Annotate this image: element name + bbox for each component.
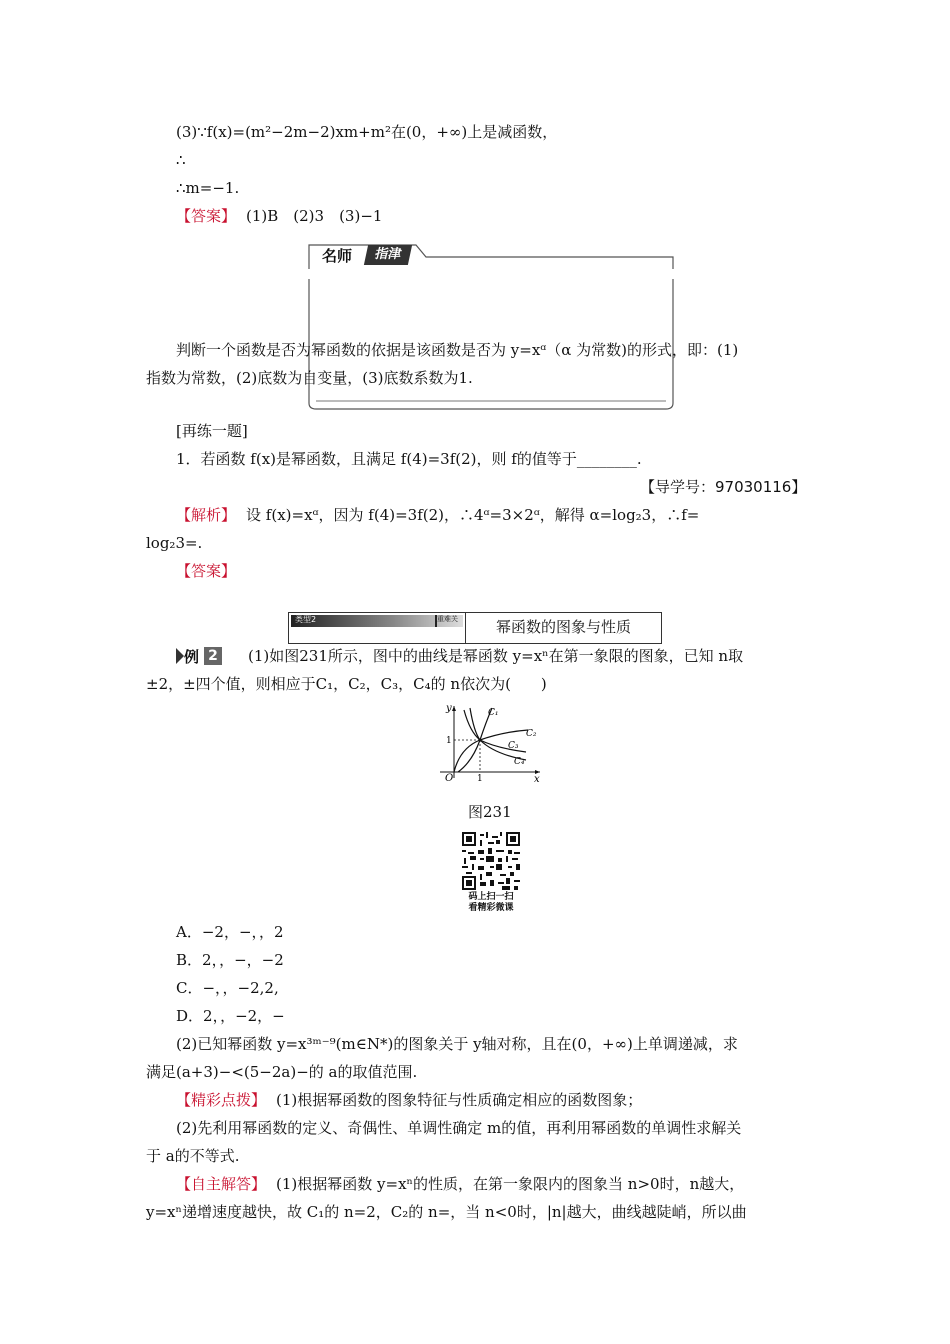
jiexi-text-2: log₂3=.	[146, 534, 203, 552]
x-tick-label: 1	[477, 774, 483, 782]
label-c2: C₂	[526, 729, 537, 739]
type-difficulty: 重难关	[437, 615, 458, 623]
practice-question: 1．若函数 f(x)是幂函数，且满足 f(4)=3f(2)，则 f的值等于________.	[176, 450, 642, 468]
hint-text-2a: (2)先利用幂函数的定义、奇偶性、单调性确定 m的值，再利用幂函数的单调性求解关	[176, 1119, 742, 1137]
example-label: 例	[184, 648, 200, 666]
power-function-figure	[436, 702, 546, 782]
type-banner	[289, 613, 465, 643]
solution-text: (1)根据幂函数 y=xⁿ的性质，在第一象限内的图象当 n>0时，n越大，	[276, 1175, 745, 1193]
practice-header: [再练一题]	[176, 422, 248, 440]
y-tick-label: 1	[446, 736, 452, 746]
answer-label-2: 【答案】	[176, 562, 237, 580]
jiexi-text: 设 f(x)=xᵅ，因为 f(4)=3f(2)，∴4ᵅ=3×2ᵅ，解得 α=log₂3，∴f=	[246, 506, 700, 524]
jiexi-label: 【解析】	[176, 506, 237, 524]
result-line: ∴m=−1.	[176, 179, 240, 197]
solution-label: 【自主解答】	[176, 1175, 267, 1193]
type-number: 类型2	[295, 615, 317, 624]
tips-text-2: 指数为常数，(2)底数为自变量，(3)底数系数为1.	[146, 369, 473, 387]
label-c4: C₄	[514, 757, 525, 767]
section-title: 幂函数的图象与性质	[465, 613, 661, 643]
origin-label: O	[445, 773, 454, 782]
qr-caption	[456, 892, 526, 914]
tips-label: 名师	[322, 247, 353, 265]
option-a: A．−2，−，，2	[176, 923, 284, 941]
option-d: D．2，，−2，−	[176, 1007, 285, 1025]
hint-text-2b: 于 a的不等式.	[146, 1147, 240, 1165]
solution-row	[176, 1174, 744, 1194]
guide-number: 【导学号：97030116】	[640, 478, 807, 496]
solution-line-3: (3)∵f(x)=(m²−2m−2)xm+m²在(0，+∞)上是减函数，	[176, 123, 558, 141]
solution-text-2: y=xⁿ递增速度越快，故 C₁的 n=2，C₂的 n=，当 n<0时，|n|越大，曲线越陡峭，所以曲	[146, 1203, 747, 1221]
option-c: C．−，，−2,2,	[176, 979, 279, 997]
example-part2-b: 满足(a+3)−<(5−2a)−的 a的取值范围.	[146, 1063, 418, 1081]
answer-row-1	[176, 206, 382, 226]
answer-row-2	[176, 561, 236, 581]
figure-caption: 图231	[468, 803, 512, 821]
qr-caption-line-1: 码上扫一扫	[468, 892, 514, 902]
example-part2-a: (2)已知幂函数 y=x³ᵐ⁻⁹(m∈N*)的图象关于 y轴对称，且在(0，+∞)上单调递减，求	[176, 1035, 738, 1053]
answer-label: 【答案】	[176, 207, 237, 225]
example-number: 2	[204, 647, 222, 665]
qr-code-icon[interactable]	[462, 832, 520, 890]
hint-label: 【精彩点拨】	[176, 1091, 267, 1109]
label-c1: C₁	[488, 708, 499, 718]
label-c3: C₃	[508, 741, 519, 751]
jiexi-row	[176, 505, 699, 525]
example-badge	[176, 646, 220, 666]
hint-text: (1)根据幂函数的图象特征与性质确定相应的函数图象；	[276, 1091, 643, 1109]
example-part1-b: ±2，±四个值，则相应于C₁，C₂，C₃，C₄的 n依次为( )	[146, 675, 547, 693]
section-type-bar	[288, 612, 662, 644]
qr-caption-line-2: 看精彩微课	[468, 903, 514, 913]
hint-row	[176, 1090, 642, 1110]
x-axis-label: x	[534, 774, 540, 782]
option-b: B．2，，−，−2	[176, 951, 284, 969]
play-arrow-icon	[176, 648, 184, 664]
example-part1-a: (1)如图231所示，图中的曲线是幂函数 y=xⁿ在第一象限的图象，已知 n取	[248, 647, 744, 665]
tips-tag: 指津	[364, 245, 412, 265]
answer-text: (1)B (2)3 (3)−1	[246, 207, 383, 225]
y-axis-label: y	[446, 703, 452, 714]
therefore-line: ∴	[176, 151, 186, 169]
tips-text-1: 判断一个函数是否为幂函数的依据是该函数是否为 y=xᵅ（α 为常数)的形式，即：(1)	[176, 341, 739, 359]
